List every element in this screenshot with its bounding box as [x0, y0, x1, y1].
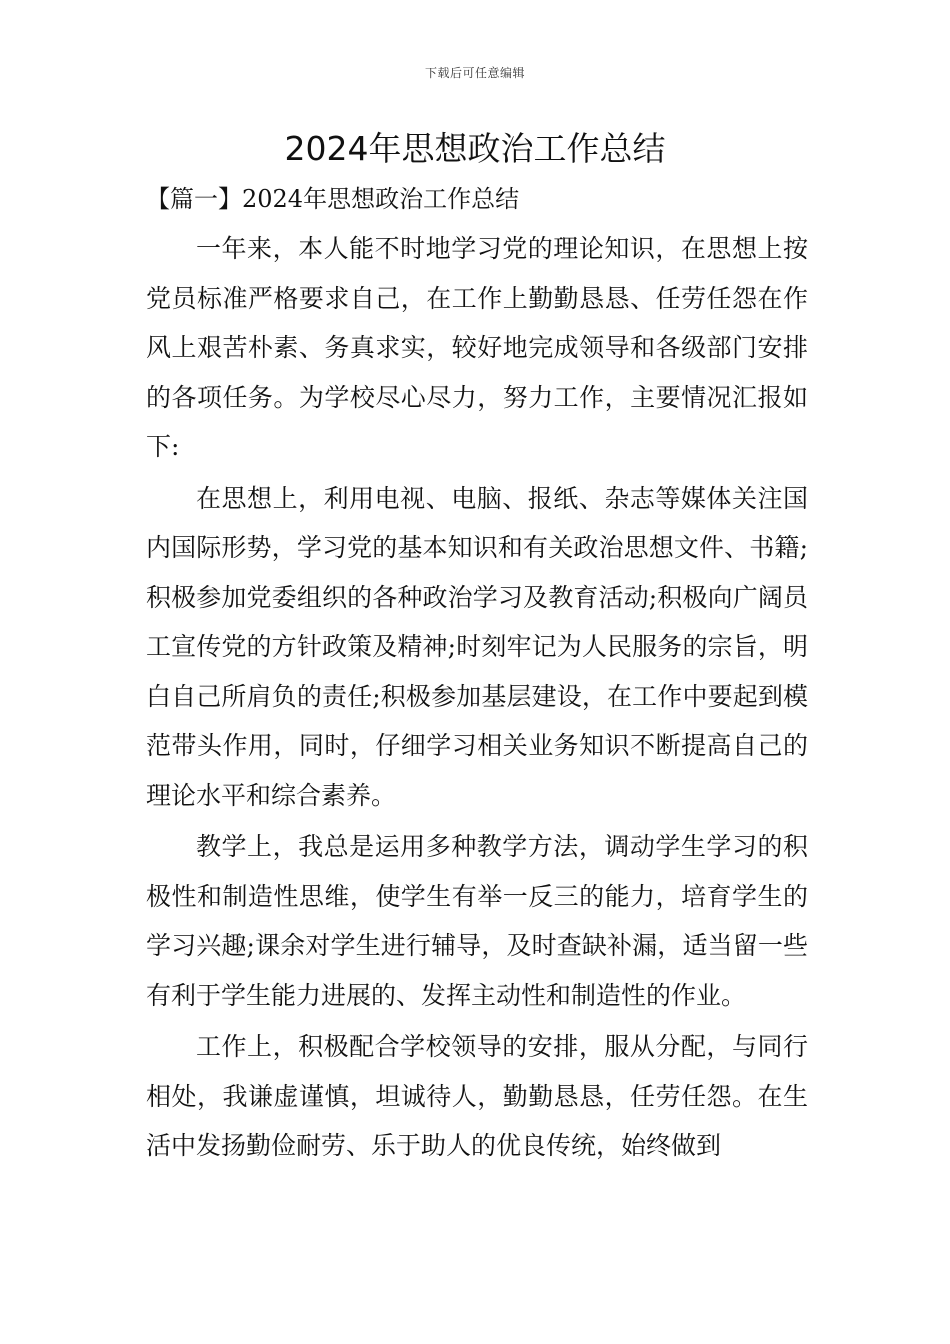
- section-heading: 【篇一】2024年思想政治工作总结: [146, 185, 520, 213]
- paragraph: 工作上，积极配合学校领导的安排，服从分配，与同行相处，我谦虚谨慎，坦诚待人，勤勤恳恳，任劳任怨。在生活中发扬勤俭耐劳、乐于助人的优良传统，始终做到: [146, 1032, 808, 1160]
- header-note: 下载后可任意编辑: [424, 66, 525, 80]
- document-title: 2024年思想政治工作总结: [284, 129, 666, 168]
- paragraph: 一年来，本人能不时地学习党的理论知识，在思想上按党员标准严格要求自己，在工作上勤勤恳恳、任劳任怨在作风上艰苦朴素、务真求实，较好地完成领导和各级部门安排的各项任务。为学校尽心尽力，努力工作，主要情况汇报如下:: [146, 234, 808, 461]
- document-body: [146, 224, 808, 1173]
- paragraph: 教学上，我总是运用多种教学方法，调动学生学习的积极性和制造性思维，使学生有举一反三的能力，培育学生的学习兴趣;课余对学生进行辅导，及时查缺补漏，适当留一些有利于学生能力进展的、发挥主动性和制造性的作业。: [146, 832, 808, 1010]
- paragraph: 在思想上，利用电视、电脑、报纸、杂志等媒体关注国内国际形势，学习党的基本知识和有关政治思想文件、书籍;积极参加党委组织的各种政治学习及教育活动;积极向广阔员工宣传党的方针政策及精神;时刻牢记为人民服务的宗旨，明白自己所肩负的责任;积极参加基层建设，在工作中要起到模范带头作用，同时，仔细学习相关业务知识不断提高自己的理论水平和综合素养。: [146, 483, 808, 810]
